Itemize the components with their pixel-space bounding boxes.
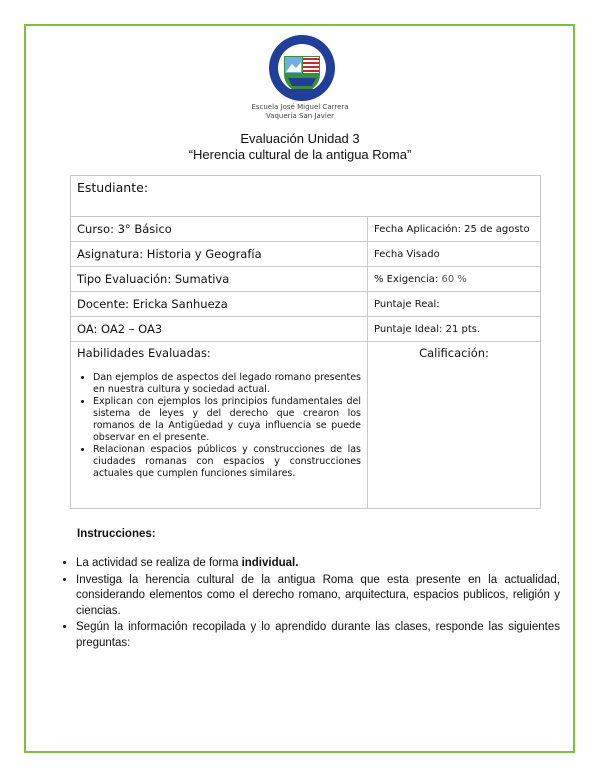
real-score-cell[interactable]: Puntaje Real: bbox=[368, 292, 541, 317]
grade-cell[interactable] bbox=[368, 342, 541, 509]
list-item: • Explican con ejemplos los principios fundamentales del sistema de leyes y del derecho que crearon los romanos de la Antigüedad y cuya influencia se puede observar en el presente. bbox=[93, 396, 361, 444]
course-cell: Curso: 3° Básico bbox=[71, 217, 368, 242]
oa-cell: OA: OA2 – OA3 bbox=[71, 317, 368, 342]
page-title: Evaluación Unidad 3 bbox=[240, 131, 360, 146]
table-row bbox=[71, 292, 541, 317]
table-row bbox=[71, 217, 541, 242]
student-field[interactable] bbox=[71, 176, 541, 217]
page-subtitle: “Herencia cultural de la antigua Roma” bbox=[188, 147, 412, 162]
school-logo bbox=[268, 34, 336, 102]
list-item: • La actividad se realiza de forma individual. bbox=[76, 556, 560, 572]
skills-list bbox=[77, 372, 361, 480]
school-location: Vaquería San Javier bbox=[265, 112, 335, 120]
skills-cell bbox=[71, 342, 368, 509]
list-item: • Relacionan espacios públicos y construcciones de las ciudades romanas con espacios y construcciones actuales que cumplen funciones similares. bbox=[93, 444, 361, 480]
skills-label: Habilidades Evaluadas: bbox=[77, 346, 211, 360]
visado-cell[interactable]: Fecha Visado bbox=[368, 242, 541, 267]
subject-cell: Asignatura: Historia y Geografía bbox=[71, 242, 368, 267]
list-item: • Dan ejemplos de aspectos del legado romano presentes en nuestra cultura y sociedad actual. bbox=[93, 372, 361, 396]
student-label: Estudiante: bbox=[77, 180, 149, 195]
table-row bbox=[71, 267, 541, 292]
instructions-heading: Instrucciones: bbox=[77, 528, 156, 540]
application-date-cell: Fecha Aplicación: 25 de agosto bbox=[368, 217, 541, 242]
school-name: Escuela José Miguel Carrera bbox=[251, 103, 349, 111]
instructions-list bbox=[58, 556, 560, 652]
exigencia-cell: % Exigencia: 60 % bbox=[368, 267, 541, 292]
list-item: • Investiga la herencia cultural de la antigua Roma que esta presente en la actualidad, considerando elementos como el derecho romano, arquitectura, espacios publicos, religión y ciencias. bbox=[76, 573, 560, 620]
list-item: • Según la información recopilada y lo aprendido durante las clases, responde las siguientes preguntas: bbox=[76, 620, 560, 651]
grade-label: Calificación: bbox=[419, 346, 489, 360]
teacher-cell: Docente: Ericka Sanhueza bbox=[71, 292, 368, 317]
table-row bbox=[71, 317, 541, 342]
ideal-score-cell: Puntaje Ideal: 21 pts. bbox=[368, 317, 541, 342]
evaluation-type-cell: Tipo Evaluación: Sumativa bbox=[71, 267, 368, 292]
info-table bbox=[70, 175, 541, 509]
table-row bbox=[71, 242, 541, 267]
